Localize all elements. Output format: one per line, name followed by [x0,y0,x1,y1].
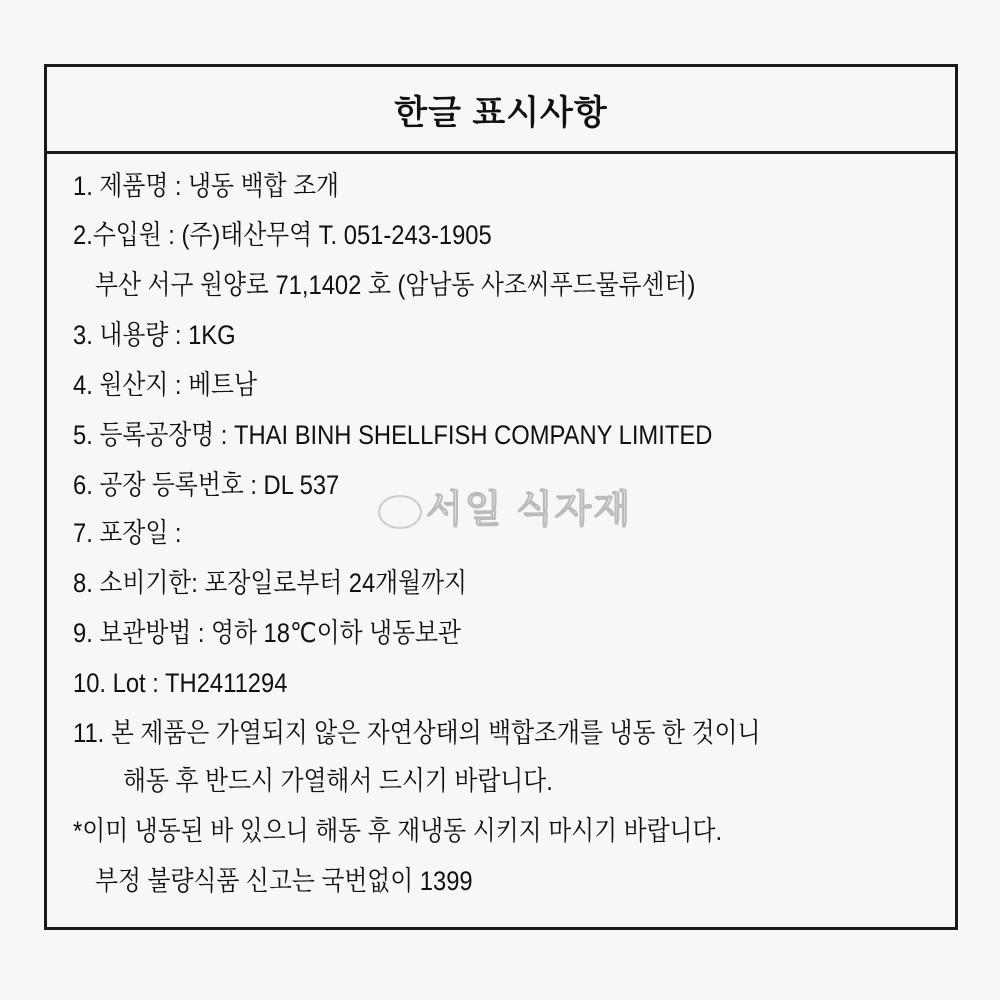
net-weight: 3. 내용량 : 1KG [73,320,236,350]
origin: 4. 원산지 : 베트남 [73,370,257,400]
watermark-logo-icon [378,495,422,529]
factory-reg-number: 6. 공장 등록번호 : DL 537 [73,470,340,500]
title-row [47,67,955,154]
storage: 9. 보관방법 : 영하 18℃이하 냉동보관 [73,618,461,648]
notice-1: 11. 본 제품은 가열되지 않은 자연상태의 백합조개를 냉동 한 것이니 [73,718,761,748]
label-title: 한글 표시사항 [394,93,608,132]
importer: 2.수입원 : (주)태산무역 T. 051-243-1905 [73,220,492,250]
factory-name: 5. 등록공장명 : THAI BINH SHELLFISH COMPANY LIMITED [73,420,713,450]
packing-date: 7. 포장일 : [73,518,182,548]
watermark-text: 서일 식자재 [426,489,633,531]
notice-2: *이미 냉동된 바 있으니 해동 후 재냉동 시키지 마시기 바랍니다. [73,816,723,846]
report-hotline: 부정 불량식품 신고는 국번없이 1399 [95,866,473,896]
expiry: 8. 소비기한: 포장일로부터 24개월까지 [73,568,467,598]
watermark [378,478,632,533]
importer-address: 부산 서구 원양로 71,1402 호 (암남동 사조씨푸드물류센터) [95,270,696,300]
product-name: 1. 제품명 : 냉동 백합 조개 [73,171,339,201]
notice-1-cont: 해동 후 반드시 가열해서 드시기 바랍니다. [123,766,553,796]
lot-number: 10. Lot : TH2411294 [73,668,288,698]
